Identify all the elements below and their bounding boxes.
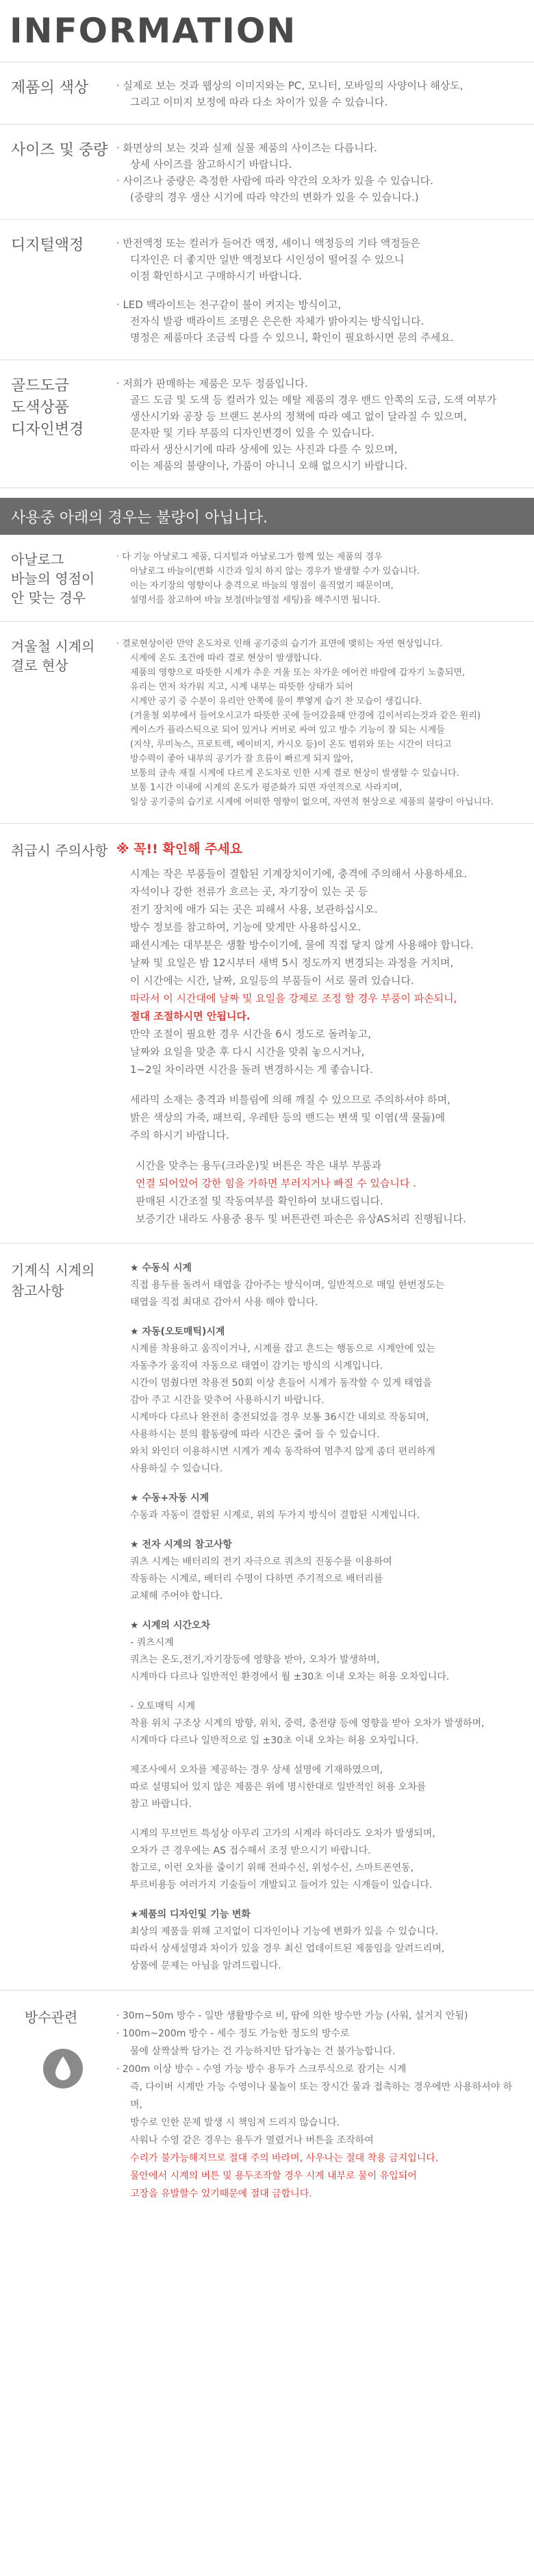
text-line: 사용하시는 분의 활동량에 따라 시간은 줄어 들 수 있습니다.: [130, 1429, 380, 1440]
text-line: 문자판 및 기타 부품의 디자인변경이 있을 수 있습니다.: [130, 427, 374, 439]
warning-line: 수리가 불가능해지므로 절대 주의 바라며, 사우나는 절대 착용 금지입니다.: [130, 2153, 439, 2164]
section-handling-cautions: [0, 824, 534, 1243]
subheading: ★ 시계의 시간오차: [130, 1620, 210, 1631]
text-line: 시계마다 다르나 완전히 충전되었을 경우 보통 36시간 내외로 작동되며,: [130, 1412, 429, 1423]
text-line: 수동과 자동이 결합된 시계로, 위의 두가지 방식이 결합된 시계입니다.: [130, 1510, 420, 1521]
text-line: 방수로 인한 문제 발생 시 책임져 드리지 않습니다.: [130, 2117, 340, 2128]
text-line: 방수 정보를 참고하여, 기능에 맞게만 사용하십시오.: [130, 921, 361, 933]
label-line: 참고사항: [11, 1283, 64, 1299]
text-line: · LED 백라이트는 전구같이 불이 켜지는 방식이고,: [116, 299, 342, 311]
text-line: (중량의 경우 생산 시기에 따라 약간의 변화가 있을 수 있습니다.): [130, 191, 419, 203]
section-label: [0, 375, 116, 474]
text-line: 전기 장치에 애가 되는 곳은 피해서 사용, 보관하십시오.: [130, 903, 378, 916]
text-line: 착용 위치 구조상 시계의 방향, 위치, 중력, 충전량 등에 영향을 받아 오차가 발생하며,: [130, 1718, 485, 1729]
text-line: 이점 확인하시고 구매하시기 바랍니다.: [130, 270, 302, 282]
text-line: 자석이나 강한 전류가 흐르는 곳, 자기장이 있는 곳 등: [130, 885, 368, 898]
section-body: [116, 77, 534, 110]
text-line: 날짜 및 요일은 밤 12시부터 새벽 5시 정도까지 변경되는 과정을 거치며,: [130, 957, 454, 969]
section-water-resistance: [0, 1991, 534, 2218]
text-line: 쿼츠는 온도,전기,자기장등에 영향을 받아, 오차가 발생하며,: [130, 1654, 380, 1665]
text-line: 보증기간 내라도 사용중 용두 및 버튼관련 파손은 유상AS처리 진행됩니다.: [136, 1213, 466, 1225]
section-label: 사이즈 및 중량: [11, 142, 108, 159]
label-line: 안 맞는 경우: [11, 590, 86, 606]
text-line: 오차가 큰 경우에는 AS 접수해서 조정 받으시기 바랍니다.: [130, 1845, 371, 1856]
warning-line: 고장을 유발할수 있기때문에 절대 금합니다.: [130, 2188, 312, 2199]
text-line: · 100m~200m 방수 - 세수 정도 가능한 정도의 방수로: [116, 2028, 350, 2039]
label-line: 겨울철 시계의: [11, 638, 95, 655]
subheading: ★ 수동+자동 시계: [130, 1493, 209, 1504]
text-line: 즉, 다이버 시계만 가능 수영이나 물놀이 또는 장시간 물과 접촉하는 경우에만 사용하셔야 하며,: [130, 2082, 513, 2110]
text-line: 시간이 멈췄다면 착용전 50회 이상 흔들어 시계가 동작할 수 있게 태엽을: [130, 1378, 432, 1389]
text-line: 작동하는 시계로, 배터리 수명이 다하면 주기적으로 배터리를: [130, 1574, 383, 1584]
label-line: 디자인변경: [11, 421, 84, 438]
text-line: 시계의 무브먼트 특성상 아무리 고가의 시계라 하더라도 오차가 발생되며,: [130, 1828, 435, 1839]
text-line: 투르비용등 여러가지 기술들이 개발되고 들어가 있는 시계들이 있습니다.: [130, 1880, 433, 1891]
text-line: 교체해 주어야 합니다.: [130, 1591, 223, 1602]
text-line: (지샥, 루미녹스, 프로트렉, 베이비지, 카시오 등)이 온도 범위와 또는 시간이 더디고: [130, 740, 452, 750]
text-line: 전자식 발광 백라이트 조명은 은은한 자체가 밝아지는 방식입니다.: [130, 315, 424, 327]
text-line: 날짜와 요일을 맞춘 후 다시 시간을 맞춰 놓으시거나,: [130, 1046, 365, 1058]
text-line: 1~2일 차이라면 시간을 돌려 변경하시는 게 좋습니다.: [130, 1063, 373, 1076]
text-line: 시계를 착용하고 움직이거나, 시계를 잡고 흔드는 행동으로 시계안에 있는: [130, 1343, 435, 1354]
text-line: · 30m~50m 방수 - 일반 생활방수로 비, 땀에 의한 방수만 가능 (사워, 설거지 안됨): [116, 2010, 468, 2021]
text-line: 따로 설명되어 있지 않은 제품은 위에 명시한대로 일반적인 허용 오차를: [130, 1782, 427, 1793]
label-line: 골드도금: [11, 377, 70, 394]
text-line: 자동추가 움직여 자동으로 태엽이 감기는 방식의 시계입니다.: [130, 1361, 383, 1372]
text-line: · 200m 이상 방수 - 수영 가능 방수 용두가 스크루식으로 잠기는 시계: [116, 2064, 407, 2075]
section-body: [116, 637, 534, 809]
label-line: 도색상품: [11, 399, 70, 416]
section-body: [116, 235, 534, 346]
section-label: [0, 2007, 116, 2203]
text-line: 방수력이 좋아 내부의 공기가 잘 흐름이 빠르게 되지 않아,: [130, 754, 354, 764]
warning-line: 따라서 이 시간대에 날짜 및 요일을 강제로 조정 할 경우 부품이 파손되니,: [130, 992, 457, 1005]
subheading: ★ 수동식 시계: [130, 1263, 192, 1274]
text-line: - 오토매틱 시계: [130, 1701, 196, 1712]
section-label: [0, 550, 116, 607]
text-line: 아날로그 바늘이(변화 시간과 일치 하지 않는 경우가 발생할 수가 있습니다.: [130, 566, 420, 577]
text-line: · 실제로 보는 것과 웹상의 이미지와는 PC, 모니터, 모바일의 사양이나 해상도,: [116, 79, 463, 92]
text-line: 이는 자기장의 영향이나 충격으로 바늘의 영점이 움직였기 때문이며,: [130, 581, 394, 591]
text-line: 디자인은 더 좋지만 일반 액정보다 시인성이 떨어질 수 있으니: [130, 253, 405, 266]
text-line: 감아 주고 시간을 맞추어 사용하시기 바랍니다.: [130, 1395, 325, 1406]
warning-line: 절대 조절하시면 안됩니다.: [130, 1010, 251, 1022]
text-line: 패션시계는 대부분은 생활 방수이기에, 물에 직접 닿지 않게 사용해야 합니다.: [130, 939, 474, 951]
section-body: [116, 840, 534, 1228]
text-line: 와치 와인더 이용하시면 시계가 계속 동작하여 멈추지 않게 좀더 편리하게: [130, 1446, 435, 1457]
section-body: [116, 375, 534, 474]
text-line: 상품에 문제는 아님을 알려드립니다.: [130, 1960, 281, 1971]
text-line: 만약 조절이 필요한 경우 시간을 6시 정도로 돌려놓고,: [130, 1028, 371, 1040]
text-line: 보통의 금속 재질 시계에 다르게 온도차로 인한 시계 결로 현상이 발생할 수 있습니다.: [130, 768, 459, 779]
section-label-text: 방수관련: [25, 2009, 78, 2025]
text-line: 제품의 영향으로 따뜻한 시계가 추운 겨울 또는 차가운 에어컨 바람에 갑자기 노출되면,: [130, 668, 466, 678]
water-drop-icon: [42, 2048, 84, 2089]
text-line: 사용하실 수 있습니다.: [130, 1463, 223, 1474]
text-line: 참고 바랍니다.: [130, 1799, 192, 1810]
text-line: 쿼츠 시계는 배터리의 전기 자극으로 쿼츠의 진동수를 이용하여: [130, 1556, 392, 1567]
subheading: ★제품의 디자인및 기능 변화: [130, 1909, 251, 1920]
text-line: 사워나 수영 같은 경우는 용두가 열렸거나 버튼을 조작하여: [130, 2135, 374, 2146]
text-line: 시계마다 다르나 일반적인 환경에서 월 ±30초 이내 오차는 허용 오차입니다.: [130, 1671, 450, 1682]
section-body: [116, 1260, 534, 1975]
section-label: 취급시 주의사항: [11, 842, 108, 859]
text-line: · 저희가 판매하는 제품은 모두 정품입니다.: [116, 377, 308, 390]
text-line: - 쿼츠시계: [130, 1637, 174, 1648]
section-gold-plating: [0, 360, 534, 488]
section-size-weight: [0, 125, 534, 220]
text-line: 참고로, 이런 오차를 줄이기 위해 전파수신, 위성수신, 스마트폰연동,: [130, 1862, 414, 1873]
label-line: 기계식 시계의: [11, 1262, 95, 1278]
text-line: · 반전액정 또는 컬러가 들어간 액정, 셰이니 액정등의 기타 액정들은: [116, 237, 420, 249]
section-body: [116, 140, 534, 205]
warning-line: 연결 되어있어 강한 힘을 가하면 부러지거나 빠질 수 있습니다 .: [136, 1177, 416, 1189]
text-line: 그리고 이미지 보정에 따라 다소 차이가 있을 수 있습니다.: [130, 96, 388, 108]
text-line: 물에 살짝살짝 담가는 건 가능하지만 담가놓는 건 불가능합니다.: [130, 2046, 396, 2057]
text-line: 최상의 제품을 위해 고지없이 디자인이나 기능에 변화가 있을 수 있습니다.: [130, 1926, 439, 1937]
section-winter-condensation: [0, 622, 534, 824]
warning-line: 물안에서 시계의 버튼 및 용두조작할 경우 시계 내부로 물이 유입되어: [130, 2171, 417, 2182]
subheading: ★ 자동(오토매틱)시계: [130, 1326, 225, 1337]
subheading: ★ 전자 시계의 참고사항: [130, 1539, 232, 1550]
text-line: 따라서 생산시기에 따라 상세에 있는 사진과 다를 수 있으며,: [130, 443, 398, 455]
text-line: 주의 하시기 바랍니다.: [130, 1129, 229, 1141]
page-title: INFORMATION: [10, 11, 297, 51]
section-product-color: [0, 62, 534, 125]
text-line: 시계에 온도 조건에 따라 결로 현상이 발생합니다.: [130, 653, 322, 664]
text-line: · 사이즈나 중량은 측정한 사람에 따라 약간의 오차가 있을 수 있습니다.: [116, 175, 433, 187]
text-line: 판매된 시간조절 및 작동여부를 확인하여 보내드립니다.: [136, 1195, 383, 1207]
label-line: 결로 현상: [11, 657, 68, 674]
section-mechanical-watch: [0, 1243, 534, 1991]
text-line: 이 시간에는 시간, 날짜, 요일등의 부품들이 서로 물려 있습니다.: [130, 974, 414, 987]
section-label: 디지털액정: [11, 237, 84, 254]
text-line: 제조사에서 오차를 제공하는 경우 상세 설명에 기재하였으며,: [130, 1765, 383, 1776]
section-label: [0, 637, 116, 809]
text-line: 시계마다 다르나 일반적으로 일 ±30초 이내 오차는 허용 오차입니다.: [130, 1735, 419, 1746]
text-line: 태엽을 직접 최대로 감아서 사용 해야 합니다.: [130, 1297, 318, 1308]
text-line: · 결로현상이란 만약 온도차로 인해 공기중의 습기가 표면에 맺히는 자연 현상입니다.: [116, 639, 443, 649]
section-label: 제품의 색상: [11, 79, 89, 97]
header: [0, 0, 534, 62]
section-digital-lcd: [0, 220, 534, 360]
not-defect-banner: 사용중 아래의 경우는 불량이 아닙니다.: [0, 498, 534, 535]
text-line: 설명서를 참고하여 바늘 보정(바늘영점 세팅)을 해주시면 됩니다.: [130, 595, 381, 605]
text-line: 시간을 맞추는 용두(크라운)및 버튼은 작은 내부 부품과: [136, 1159, 382, 1172]
text-line: 보통 1시간 이내에 시계의 온도가 평준화가 되면 자연적으로 사라지며,: [130, 783, 403, 793]
section-body: [116, 550, 534, 607]
text-line: 따라서 상세설명과 차이가 있을 경우 최신 업데이트된 제품임을 알려드리며,: [130, 1943, 445, 1954]
notice-text: ※ 꼭!! 확인해 주세요: [116, 842, 243, 857]
text-line: · 화면상의 보는 것과 실제 실물 제품의 사이즈는 다릅니다.: [116, 142, 377, 154]
text-line: · 다 기능 아날로그 제품, 디지털과 아날로그가 함께 있는 제품의 경우: [116, 552, 383, 562]
text-line: (겨울철 외부에서 들어오시고가 따뜻한 곳에 들어갔을때 안경에 김이서리는것과 같은 원리): [130, 711, 481, 721]
text-line: 골드 도금 및 도색 등 컬러가 있는 메탈 제품의 경우 밴드 안쪽의 도금, 도색 여부가: [130, 394, 497, 406]
text-line: 생산시기와 공장 등 브랜드 본사의 정책에 따라 예고 없이 달라질 수 있으며,: [130, 410, 467, 422]
text-line: 상세 사이즈를 참고하시기 바랍니다.: [130, 158, 292, 171]
text-line: 세라믹 소재는 충격과 비틀림에 의해 깨질 수 있으므로 주의하셔야 하며,: [130, 1094, 450, 1106]
text-line: 시계는 작은 부품들이 결합된 기계장치이기에, 충격에 주의해서 사용하세요.: [130, 868, 468, 880]
text-line: 시계안 공기 중 수분이 유리안 안쪽에 물이 뿌옇게 습기 찬 모습이 생깁니다.: [130, 696, 422, 707]
label-line: 아날로그: [11, 551, 64, 568]
text-line: 이는 제품의 불량이나, 가품이 아니니 오해 없으시기 바랍니다.: [130, 459, 408, 472]
text-line: 일상 공기중의 습기로 시계에 어떠한 영향이 없으며, 자연적 현상으로 제품의 불량이 아닙니다.: [130, 797, 494, 807]
label-line: 바늘의 영점이: [11, 570, 95, 587]
section-body: [116, 2007, 534, 2203]
text-line: 명정은 제품마다 조금씩 다를 수 있으니, 확인이 필요하시면 문의 주세요.: [130, 331, 454, 344]
text-line: 케이스가 플라스틱으로 되어 있거나 커버로 싸여 있고 방수 기능이 잘 되는 시계들: [130, 725, 445, 735]
text-line: 밝은 색상의 가죽, 패브릭, 우레탄 등의 밴드는 변색 및 이염(색 물듦)에: [130, 1111, 446, 1124]
section-label: [0, 1260, 116, 1975]
text-line: 유리는 먼저 차가워 지고, 시계 내부는 따뜻한 상태가 되어: [130, 682, 354, 692]
text-line: 직접 용두를 돌려서 태엽을 감아주는 방식이며, 일반적으로 매일 한번정도는: [130, 1280, 445, 1291]
section-analog-hands: [0, 535, 534, 622]
